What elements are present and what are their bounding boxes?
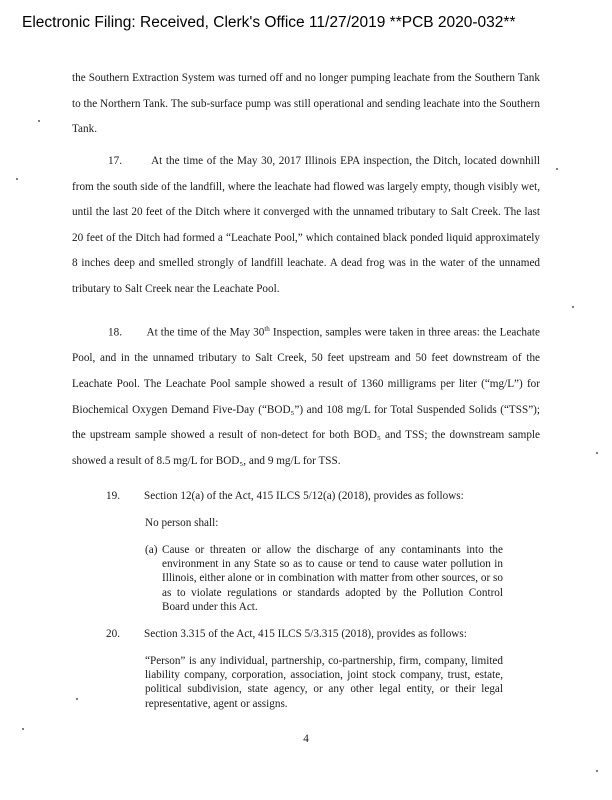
scan-speck: [38, 120, 40, 122]
statute-item-marker: (a): [145, 544, 158, 556]
paragraph-18-text-start: At the time of the May 30: [146, 326, 265, 339]
filing-stamp-header: Electronic Filing: Received, Clerk's Office 11/27/2019 **PCB 2020-032**: [22, 14, 516, 31]
scan-speck: [596, 770, 598, 772]
paragraph-17-text: At the time of the May 30, 2017 Illinois EPA inspection, the Ditch, located downhill from the south side of the landfill, where the leachate had flowed was largely empty, though visibly wet, until the last 20 feet of the Ditch where it converged with the unnamed tributary to Salt Creek. The last 20 feet of the Ditch had formed a “Leachate Pool,” which contained black ponded liquid approximately 8 inches deep and smelled strongly of landfill leachate. A dead frog was in the water of the unnamed tributary to Salt Creek near the Leachate Pool.: [72, 155, 540, 295]
scan-speck: [572, 306, 574, 308]
scan-speck: [596, 452, 598, 454]
paragraph-17: [72, 149, 540, 303]
paragraph-17-number: 17.: [108, 155, 122, 167]
paragraph-20-number: 20.: [106, 628, 120, 640]
scan-speck: [76, 698, 78, 700]
continuation-paragraph: the Southern Extraction System was turned off and no longer pumping leachate from the Southern Tank to the Northern Tank. The sub-surface pump was still operational and sending leachate into the Southern Tank.: [72, 72, 540, 136]
paragraph-18-superscript: th: [264, 325, 270, 333]
paragraph-18: [72, 317, 540, 474]
statute-item-text: Cause or threaten or allow the discharge of any contaminants into the environment in any State so as to cause or tend to cause water pollution in Illinois, either alone or in combination with matter from other sources, or so as to violate regulations or standards adopted by the Pollution Control Board under this Act.: [162, 544, 503, 613]
paragraph-18-text-rest: Inspection, samples were taken in three areas: the Leachate Pool, and in the unnamed tributary to Salt Creek, 50 feet upstream and 50 feet downstream of the Leachate Pool. The Leachate Pool sample showed a result of 1360 milligrams per liter (“mg/L”) for Biochemical Oxygen Demand Five-Day (“BOD₅”) and 108 mg/L for Total Suspended Solids (“TSS”); the upstream sample showed a result of non-detect for both BOD₅ and TSS; the downstream sample showed a result of 8.5 mg/L for BOD₅, and 9 mg/L for TSS.: [72, 326, 540, 467]
person-definition-quote: “Person” is any individual, partnership, co-partnership, firm, company, limited liability company, corporation, association, joint stock company, trust, estate, political subdivision, state agency, or any other legal entity, or their legal representative, agent or assigns.: [145, 655, 503, 710]
paragraph-19-text: Section 12(a) of the Act, 415 ILCS 5/12(a) (2018), provides as follows:: [144, 490, 464, 502]
scan-speck: [22, 728, 24, 730]
page-number: 4: [303, 733, 309, 745]
statute-quote-12a: [145, 543, 503, 614]
scan-speck: [556, 168, 558, 170]
paragraph-19-number: 19.: [106, 490, 120, 502]
statute-lead-in: No person shall:: [145, 517, 219, 529]
paragraph-18-number: 18.: [108, 326, 122, 339]
scan-speck: [16, 178, 18, 180]
paragraph-20-text: Section 3.315 of the Act, 415 ILCS 5/3.315 (2018), provides as follows:: [144, 628, 467, 640]
